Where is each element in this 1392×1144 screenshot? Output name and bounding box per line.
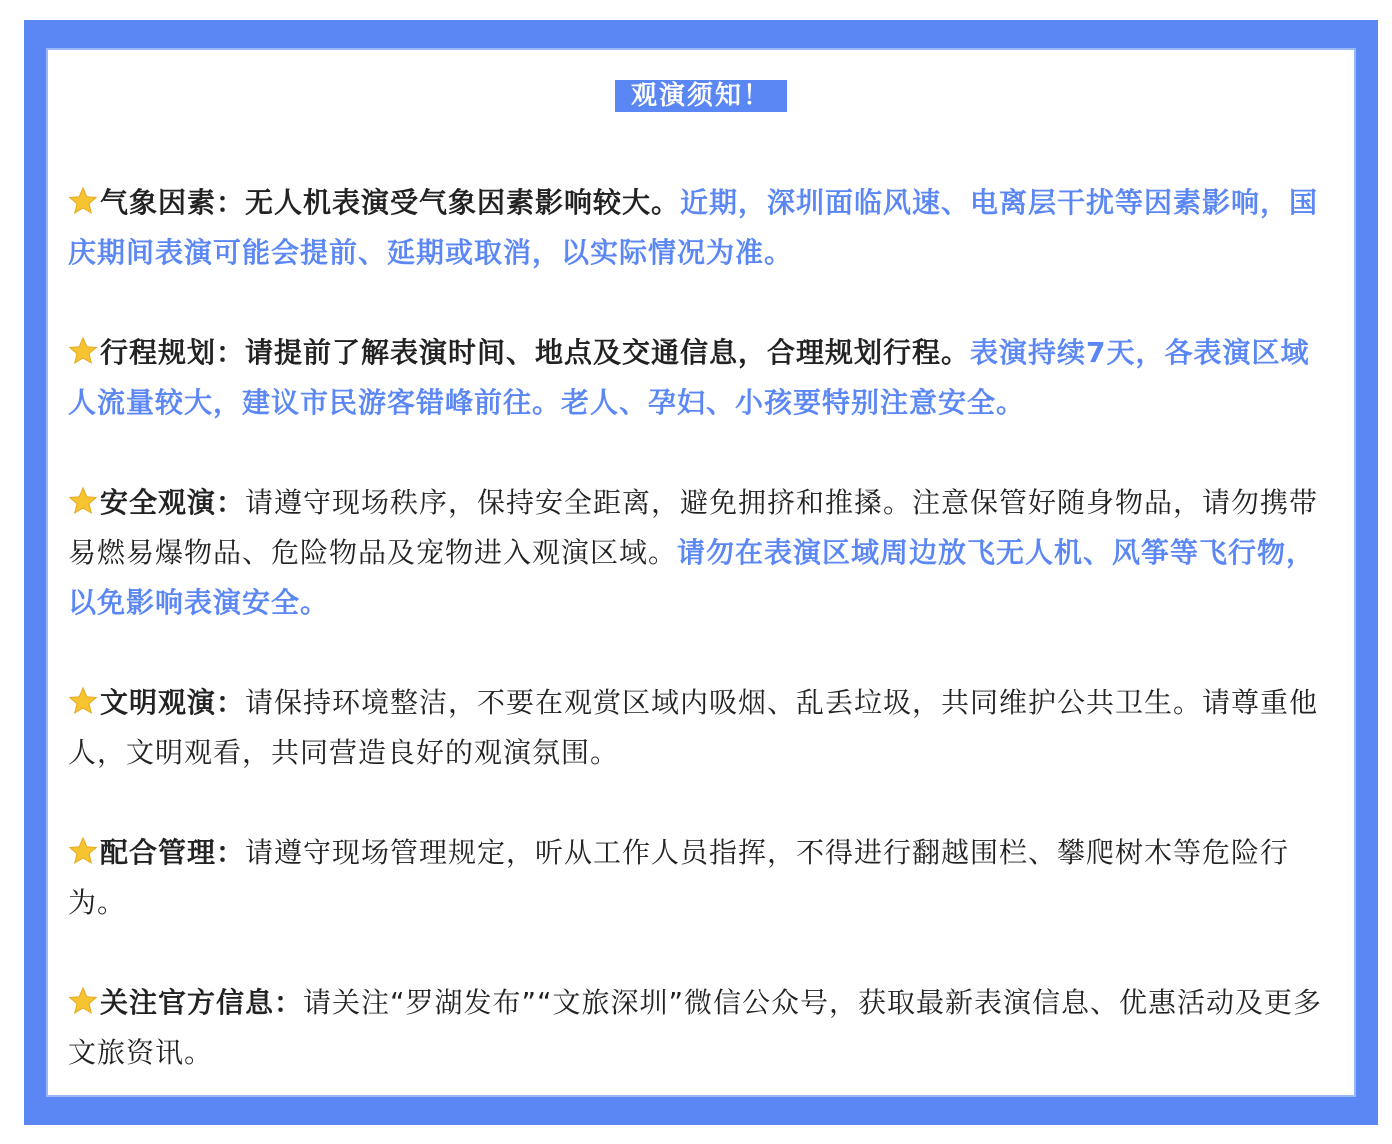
- section-civility: [68, 678, 1336, 778]
- star-icon: [68, 686, 98, 716]
- section-bold-text: 请提前了解表演时间、地点及交通信息，合理规划行程。: [245, 336, 971, 369]
- star-icon: [68, 336, 98, 366]
- section-heading: 气象因素：: [100, 186, 246, 219]
- outer-frame: [24, 20, 1378, 1125]
- section-management: [68, 828, 1336, 928]
- section-text: 请保持环境整洁，不要在观赏区域内吸烟、乱丢垃圾，共同维护公共卫生。请尊重他人，文明观看，共同营造良好的观演氛围。: [68, 686, 1319, 769]
- section-highlight-text: 请勿在表演区域周边放飞无人机、风筝等飞行物，以免影响表演安全。: [68, 536, 1316, 619]
- page-title: 观演须知！: [615, 80, 787, 112]
- title-bar: [48, 80, 1354, 112]
- section-safety: [68, 478, 1336, 628]
- notice-panel: [46, 48, 1356, 1097]
- section-bold-text: 无人机表演受气象因素影响较大。: [245, 186, 681, 219]
- section-heading: 文明观演：: [100, 686, 246, 719]
- section-highlight-text: 表演持续7天，各表演区域人流量较大，建议市民游客错峰前往。老人、孕妇、小孩要特别注意安全。: [68, 336, 1310, 419]
- star-icon: [68, 986, 98, 1016]
- section-heading: 安全观演：: [100, 486, 246, 519]
- section-text: 请遵守现场秩序，保持安全距离，避免拥挤和推搡。注意保管好随身物品，请勿携带易燃易爆物品、危险物品及宠物进入观演区域。: [68, 486, 1319, 569]
- section-heading: 行程规划：: [100, 336, 246, 369]
- section-heading: 配合管理：: [100, 836, 246, 869]
- section-highlight-text: 近期，深圳面临风速、电离层干扰等因素影响，国庆期间表演可能会提前、延期或取消，以实际情况为准。: [68, 186, 1319, 269]
- star-icon: [68, 486, 98, 516]
- section-weather: [68, 178, 1336, 278]
- section-official-info: [68, 978, 1336, 1078]
- section-heading: 关注官方信息：: [100, 986, 304, 1019]
- star-icon: [68, 186, 98, 216]
- section-text: 请关注“罗湖发布”“文旅深圳”微信公众号，获取最新表演信息、优惠活动及更多文旅资讯。: [68, 986, 1323, 1069]
- section-itinerary: [68, 328, 1336, 428]
- star-icon: [68, 836, 98, 866]
- section-text: 请遵守现场管理规定，听从工作人员指挥，不得进行翻越围栏、攀爬树木等危险行为。: [68, 836, 1290, 919]
